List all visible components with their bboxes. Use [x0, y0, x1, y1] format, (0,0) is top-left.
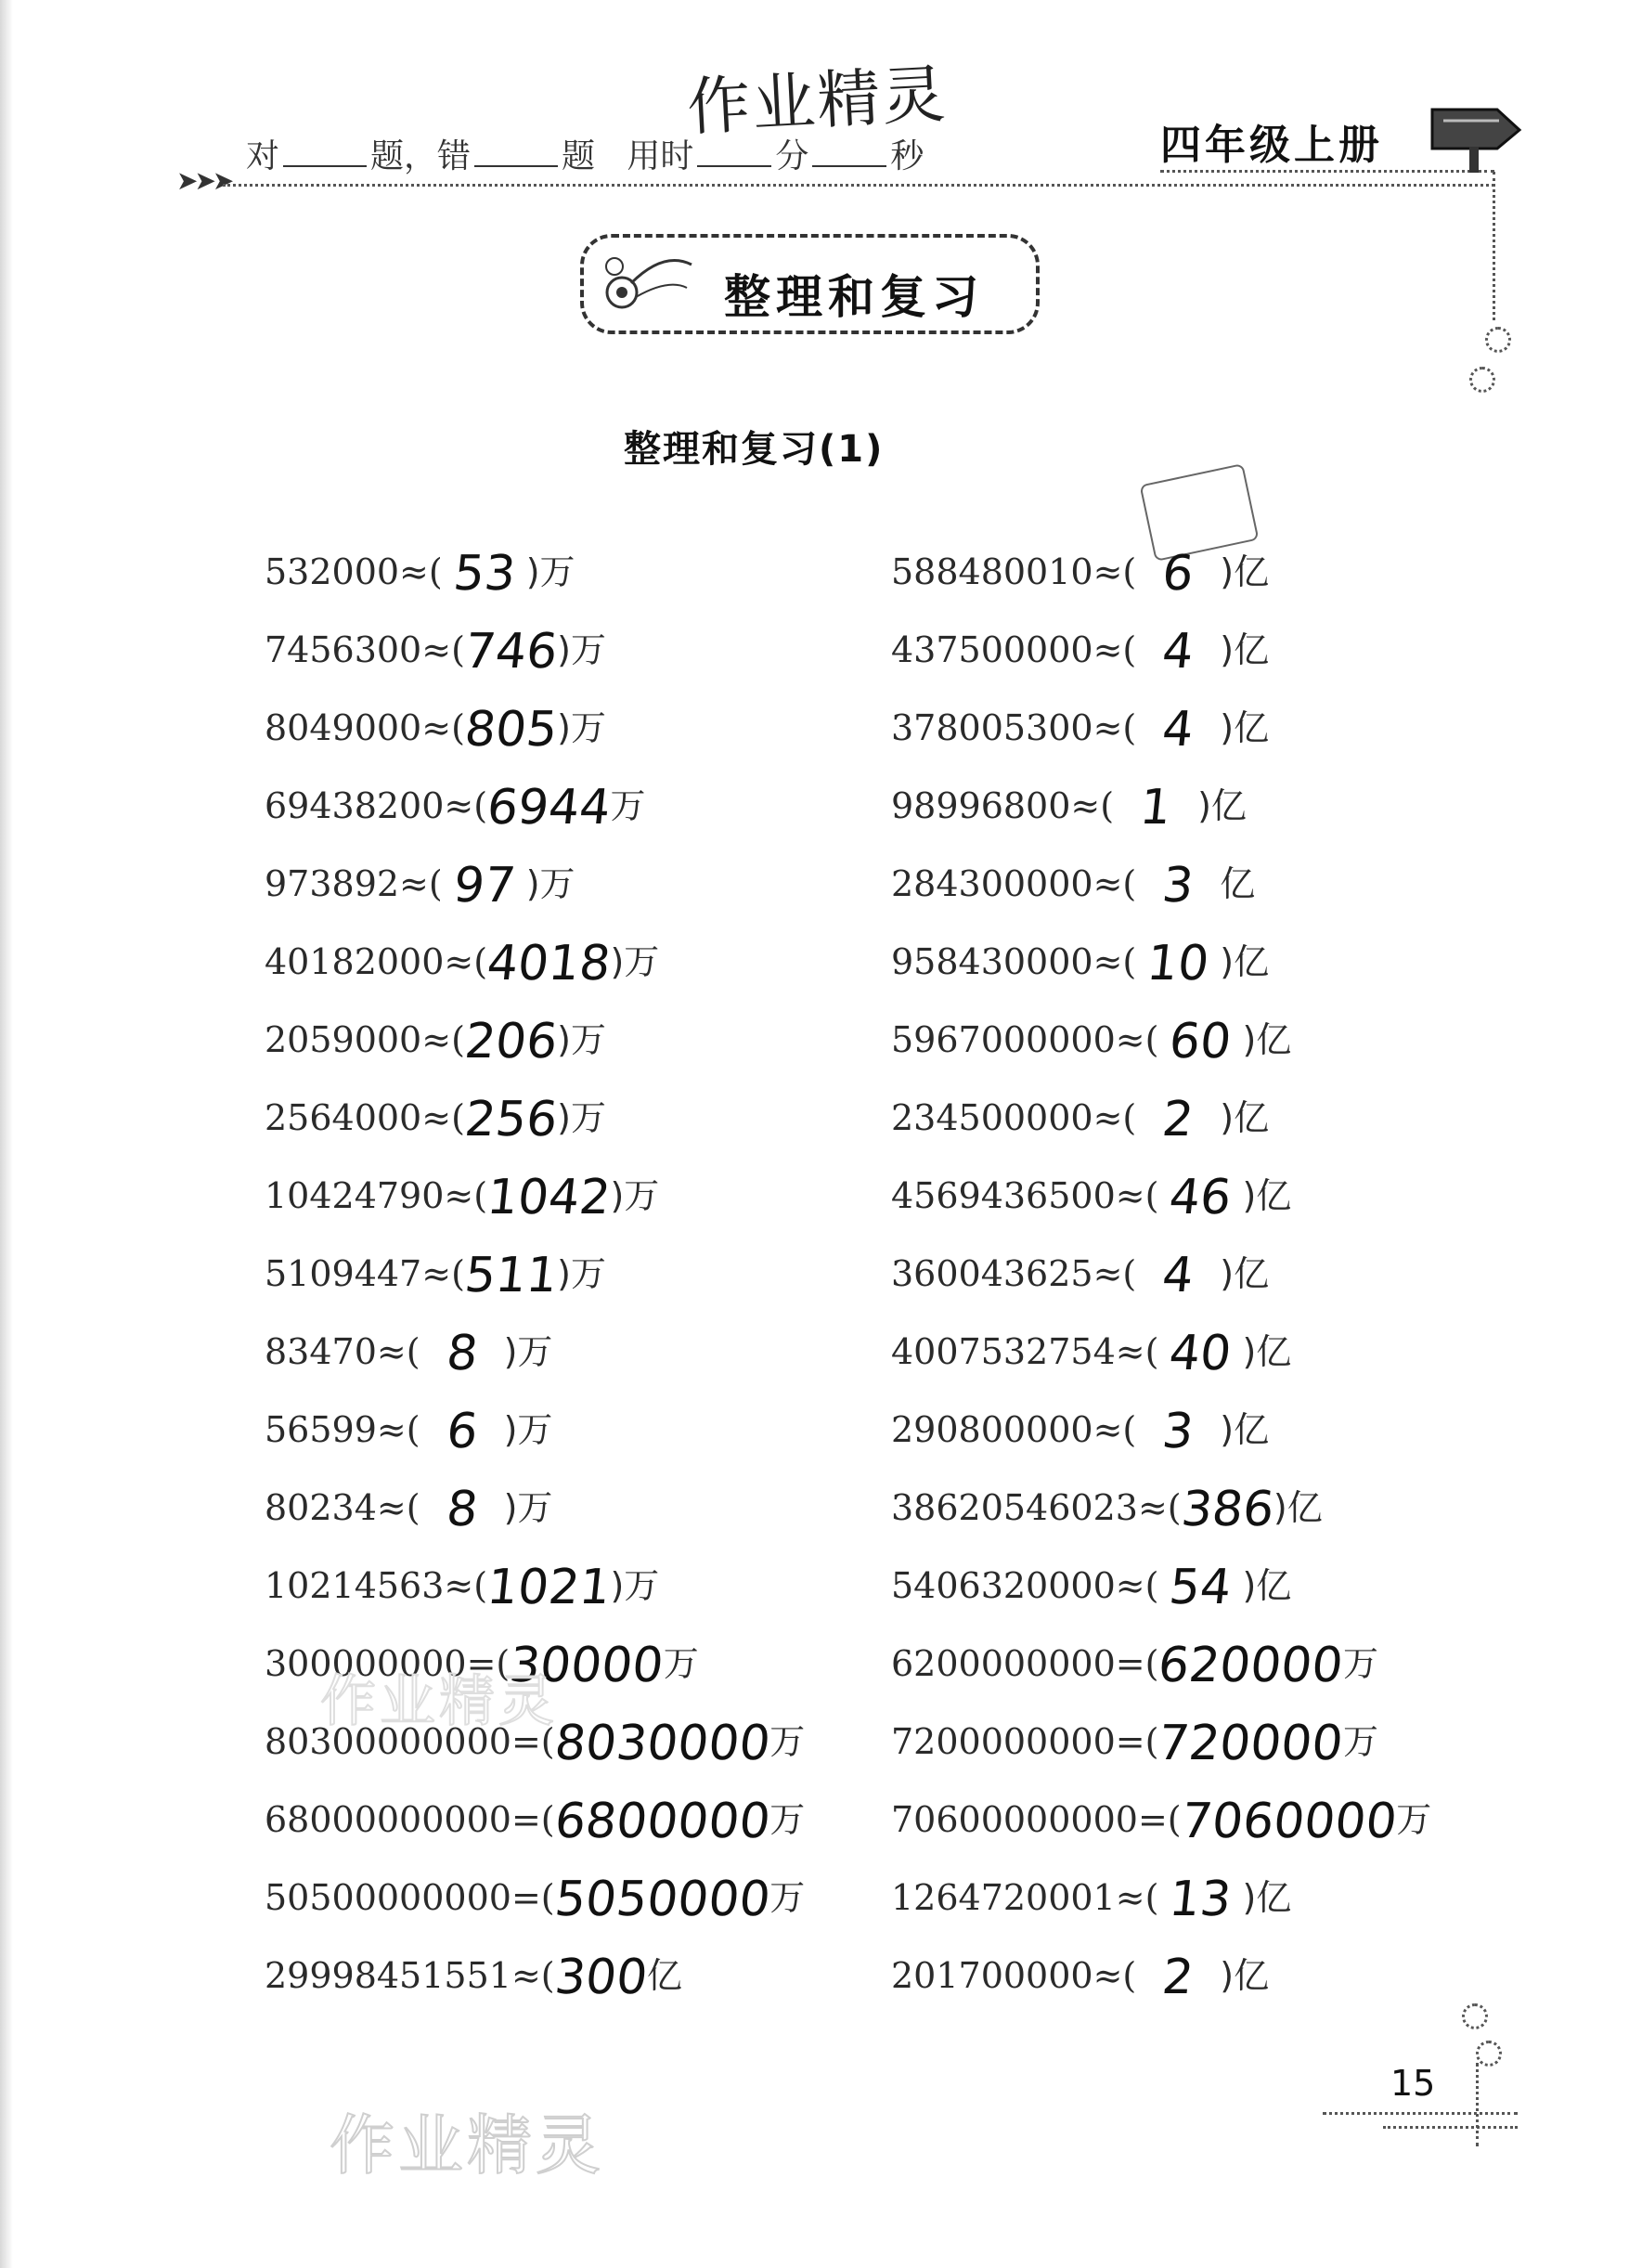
handwritten-answer[interactable]: 6944 — [484, 780, 614, 836]
handwritten-answer[interactable]: 4018 — [484, 936, 614, 991]
exercise-row: 532000≈( 53 )万 — [265, 546, 575, 602]
exercise-row: 10424790≈(1042)万 — [265, 1170, 660, 1225]
handwritten-answer[interactable]: 2 — [1159, 1950, 1196, 2005]
exercise-row: 973892≈( 97 )万 — [265, 858, 575, 914]
handwritten-answer[interactable]: 53 — [450, 546, 518, 602]
exercise-row: 98996800≈( 1 )亿 — [891, 780, 1247, 836]
exercise-row: 56599≈( 6 )万 — [265, 1404, 553, 1459]
exercise-row: 7456300≈(746)万 — [265, 624, 606, 680]
exercise-row: 4007532754≈( 40 )亿 — [891, 1326, 1292, 1381]
handwritten-answer[interactable]: 3 — [1159, 1404, 1196, 1459]
exercise-row: 2564000≈(256)万 — [265, 1092, 606, 1147]
dotted-circle-icon — [1485, 327, 1511, 353]
handwritten-answer[interactable]: 8030000 — [551, 1716, 773, 1771]
page-number: 15 — [1390, 2063, 1436, 2104]
handwritten-answer[interactable]: 8 — [443, 1482, 481, 1537]
exercise-row: 284300000≈( 3 亿 — [891, 858, 1256, 914]
time-label: 用时 — [627, 137, 694, 175]
exercise-row: 7200000000=(720000万 — [891, 1716, 1378, 1771]
exercise-row: 38620546023≈(386)亿 — [891, 1482, 1323, 1537]
correct-label: 对 — [246, 137, 280, 175]
handwritten-answer[interactable]: 4 — [1159, 702, 1196, 758]
handwritten-answer[interactable]: 60 — [1167, 1014, 1235, 1069]
exercise-row: 5109447≈(511)万 — [265, 1248, 606, 1303]
handwritten-logo: 作业精灵 — [685, 58, 950, 146]
page-edge-shadow — [0, 0, 13, 2268]
exercise-row: 588480010≈( 6 )亿 — [891, 546, 1270, 602]
handwritten-answer[interactable]: 4 — [1159, 624, 1196, 680]
handwritten-answer[interactable]: 6800000 — [551, 1794, 773, 1849]
exercise-row: 300000000=(30000万 — [265, 1638, 699, 1693]
exercise-row: 8049000≈(805)万 — [265, 702, 606, 758]
exercise-row: 5406320000≈( 54 )亿 — [891, 1560, 1292, 1615]
handwritten-answer[interactable]: 7060000 — [1178, 1794, 1400, 1849]
handwritten-answer[interactable]: 3 — [1159, 858, 1196, 914]
handwritten-answer[interactable]: 300 — [551, 1950, 651, 2005]
header-dotted-vertical — [1493, 172, 1495, 320]
seconds-label: 秒 — [890, 137, 924, 175]
handwritten-answer[interactable]: 746 — [461, 624, 561, 680]
handwritten-answer[interactable]: 720000 — [1156, 1716, 1347, 1771]
handwritten-answer[interactable]: 1042 — [484, 1170, 614, 1225]
watermark: 作业精灵 — [320, 1669, 558, 1734]
handwritten-answer[interactable]: 4 — [1159, 1248, 1196, 1303]
handwritten-answer[interactable]: 511 — [461, 1248, 561, 1303]
handwritten-answer[interactable]: 97 — [450, 858, 518, 914]
handwritten-answer[interactable]: 1 — [1137, 780, 1174, 836]
exercise-row: 68000000000=(6800000万 — [265, 1794, 806, 1849]
exercise-row: 2059000≈(206)万 — [265, 1014, 606, 1069]
handwritten-answer[interactable]: 8 — [443, 1326, 481, 1381]
minutes-label: 分 — [775, 137, 809, 175]
exercise-row: 360043625≈( 4 )亿 — [891, 1248, 1270, 1303]
minutes-blank[interactable] — [697, 137, 771, 167]
footer-dotted-vertical — [1476, 2063, 1479, 2146]
exercise-row: 10214563≈(1021)万 — [265, 1560, 660, 1615]
question-label: 题 — [562, 137, 596, 175]
handwritten-answer[interactable]: 805 — [461, 702, 561, 758]
exercise-row: 958430000≈( 10 )亿 — [891, 936, 1270, 991]
handwritten-answer[interactable]: 13 — [1167, 1872, 1235, 1927]
exercise-row: 69438200≈(6944万 — [265, 780, 646, 836]
exercise-row: 201700000≈( 2 )亿 — [891, 1950, 1270, 2005]
correct-blank[interactable] — [283, 137, 367, 167]
flower-icon — [594, 246, 696, 325]
exercise-row: 80300000000=(8030000万 — [265, 1716, 806, 1771]
exercise-row: 6200000000=(620000万 — [891, 1638, 1378, 1693]
lesson-subtitle: 整理和复习(1) — [624, 428, 885, 471]
handwritten-answer[interactable]: 386 — [1178, 1482, 1277, 1537]
exercise-row: 1264720001≈( 13 )亿 — [891, 1872, 1292, 1927]
handwritten-answer[interactable]: 5050000 — [551, 1872, 773, 1927]
header-dotted-line — [223, 184, 1494, 187]
dotted-circle-icon — [1469, 367, 1495, 393]
handwritten-answer[interactable]: 620000 — [1156, 1638, 1347, 1693]
handwritten-answer[interactable]: 6 — [443, 1404, 481, 1459]
exercise-row: 378005300≈( 4 )亿 — [891, 702, 1270, 758]
exercise-row: 70600000000=(7060000万 — [891, 1794, 1432, 1849]
arrow-decoration-icon: ➤➤➤ — [176, 165, 231, 196]
exercise-row: 80234≈( 8 )万 — [265, 1482, 553, 1537]
score-line — [246, 130, 924, 177]
watermark: 作业精灵 — [330, 2107, 604, 2184]
handwritten-answer[interactable]: 1021 — [484, 1560, 614, 1615]
dotted-circle-icon — [1462, 2003, 1488, 2029]
wrong-label: 题，错 — [370, 137, 472, 175]
handwritten-answer[interactable]: 30000 — [507, 1638, 666, 1693]
dotted-circle-icon — [1476, 2041, 1502, 2067]
footer-dotted-line — [1323, 2112, 1518, 2115]
handwritten-answer[interactable]: 2 — [1159, 1092, 1196, 1147]
exercise-row: 4569436500≈( 46 )亿 — [891, 1170, 1292, 1225]
grade-label: 四年级上册 — [1160, 122, 1383, 169]
exercise-row: 290800000≈( 3 )亿 — [891, 1404, 1270, 1459]
handwritten-answer[interactable]: 46 — [1167, 1170, 1235, 1225]
exercise-row: 437500000≈( 4 )亿 — [891, 624, 1270, 680]
handwritten-answer[interactable]: 40 — [1167, 1326, 1235, 1381]
handwritten-answer[interactable]: 256 — [461, 1092, 561, 1147]
exercise-row: 29998451551≈(300亿 — [265, 1950, 682, 2005]
exercise-row: 50500000000=(5050000万 — [265, 1872, 806, 1927]
handwritten-answer[interactable]: 10 — [1144, 936, 1212, 991]
seconds-blank[interactable] — [812, 137, 886, 167]
signpost-icon — [1425, 93, 1527, 176]
exercise-row: 83470≈( 8 )万 — [265, 1326, 553, 1381]
exercise-row: 5967000000≈( 60 )亿 — [891, 1014, 1292, 1069]
handwritten-answer[interactable]: 6 — [1159, 546, 1196, 602]
section-title: 整理和复习 — [724, 270, 984, 324]
footer-dotted-line — [1383, 2126, 1518, 2129]
wrong-blank[interactable] — [474, 137, 558, 167]
handwritten-answer[interactable]: 206 — [461, 1014, 561, 1069]
handwritten-answer[interactable]: 54 — [1167, 1560, 1235, 1615]
exercise-row: 234500000≈( 2 )亿 — [891, 1092, 1270, 1147]
exercise-row: 40182000≈(4018)万 — [265, 936, 660, 991]
